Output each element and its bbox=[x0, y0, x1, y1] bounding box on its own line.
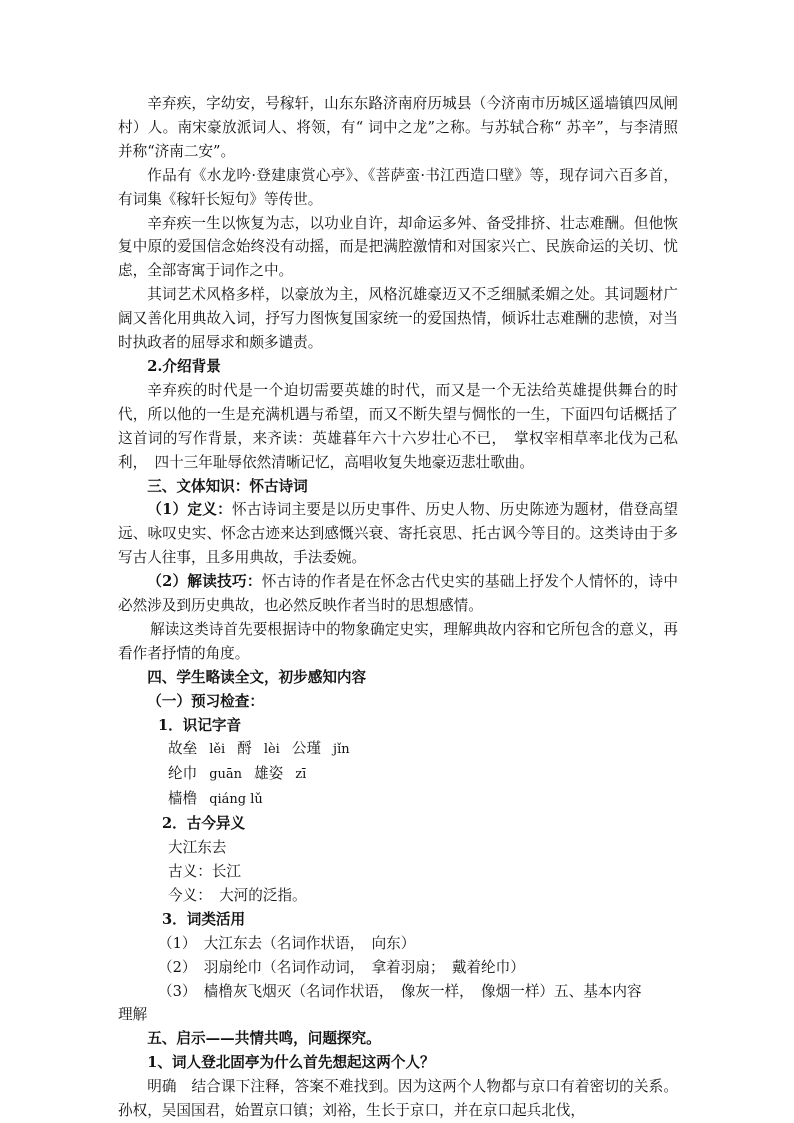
word-use-3: （3） 樯橹灰飞烟灭（名词作状语， 像灰一样， 像烟一样）五、基本内容 bbox=[158, 982, 642, 1000]
definition-paragraph bbox=[118, 498, 678, 570]
word-use-2: （2） 羽扇纶巾（名词作动词， 拿着羽扇； 戴着纶巾） bbox=[158, 958, 525, 976]
item-2-heading: 2．古今异义 bbox=[162, 815, 246, 833]
section5-heading: 五、启示——共情共鸣，问题探究。 bbox=[147, 1030, 381, 1048]
word: 樯橹 bbox=[168, 790, 198, 808]
question-1: 1、词人登北固亭为什么首先想起这两个人？ bbox=[147, 1054, 435, 1072]
pronunciation-row-1 bbox=[118, 737, 678, 762]
item-3-heading: 3．词类活用 bbox=[162, 910, 246, 928]
definition-label: （1）定义： bbox=[147, 501, 233, 519]
pronunciation-row-3 bbox=[118, 787, 678, 812]
pinyin: guān bbox=[209, 767, 243, 783]
pinyin: lěi bbox=[209, 742, 226, 758]
pinyin: lèi bbox=[263, 742, 280, 758]
answer-label: 明确 bbox=[147, 1078, 177, 1096]
word: 公瑾 bbox=[291, 740, 322, 758]
section4-sub: （一）预习检查： bbox=[147, 692, 264, 710]
intro-paragraph-4: 其词艺术风格多样，以豪放为主，风格沉雄豪迈又不乏细腻柔媚之处。其词题材广阔又善化用典故入词，抒写力图恢复国家统一的爱国热情，倾诉壮志难酬的悲愤，对当时执政者的屈辱求和颇多谴责。 bbox=[118, 286, 678, 352]
pinyin: jǐn bbox=[333, 742, 350, 758]
section3-heading: 三、文体知识：怀古诗词 bbox=[147, 477, 308, 495]
tip-paragraph-2: 解读这类诗首先要根据诗中的物象确定史实，理解典故内容和它所包含的意义，再看作者抒情的角度。 bbox=[118, 620, 678, 662]
pronunciation-row-2 bbox=[118, 762, 678, 787]
intro-paragraph-2: 作品有《水龙吟·登建康赏心亭》、《菩萨蛮·书江西造口壁》等，现存词六百多首，有词集《稼轩长短句》等传世。 bbox=[118, 166, 678, 208]
answer-text: 结合课下注释，答案不难找到。因为这两个人物都与京口有着密切的关系。孙权，吴国国君，始置京口镇；刘裕，生长于京口，并在京口起兵北伐， bbox=[118, 1078, 678, 1120]
background-heading: 2.介绍背景 bbox=[147, 357, 221, 375]
tip-paragraph bbox=[118, 570, 678, 618]
archaic-old-meaning: 古义：长江 bbox=[168, 863, 241, 880]
definition-text: 怀古诗词主要是以历史事件、历史人物、历史陈迹为题材，借登高望远、咏叹史实、怀念古迹来达到感慨兴衰、寄托哀思、托古讽今等目的。这类诗由于多写古人往事，且多用典故，手法委婉。 bbox=[118, 501, 679, 567]
item-1-heading: 1．识记字音 bbox=[158, 716, 242, 734]
word: 雄姿 bbox=[254, 765, 284, 783]
pinyin: zī bbox=[295, 767, 307, 783]
tip-text: 怀古诗的作者是在怀念古代史实的基础上抒发个人情怀的，诗中必然涉及到历史典故，也必然反映作者当时的思想感情。 bbox=[118, 573, 678, 615]
document-page bbox=[118, 92, 678, 1123]
word: 纶巾 bbox=[168, 765, 198, 783]
intro-paragraph-3: 辛弃疾一生以恢复为志，以功业自许，却命运多舛、备受排挤、壮志难酬。但他恢复中原的爱国信念始终没有动摇，而是把满腔激情和对国家兴亡、民族命运的关切、忧虑，全部寄寓于词作之中。 bbox=[118, 214, 678, 280]
section4-heading: 四、学生略读全文，初步感知内容 bbox=[147, 668, 367, 686]
word: 酹 bbox=[237, 740, 252, 758]
intro-paragraph-1: 辛弃疾，字幼安，号稼轩，山东东路济南府历城县（今济南市历城区遥墙镇四凤闸村）人。南宋豪放派词人、将领，有“ 词中之龙”之称。与苏轼合称“ 苏辛”，与李清照并称“济南二安”。 bbox=[118, 95, 678, 160]
word-use-tail: 理解 bbox=[118, 1006, 148, 1024]
word: 故垒 bbox=[168, 740, 198, 758]
archaic-word: 大江东去 bbox=[168, 839, 227, 857]
word-use-1: （1） 大江东去（名词作状语， 向东） bbox=[158, 934, 416, 952]
archaic-new-meaning: 今义： 大河的泛指。 bbox=[168, 886, 307, 904]
answer-paragraph bbox=[118, 1075, 678, 1123]
tip-label: （2）解读技巧： bbox=[147, 573, 262, 591]
background-text: 辛弃疾的时代是一个迫切需要英雄的时代，而又是一个无法给英雄提供舞台的时代，所以他的一生是充满机遇与希望，而又不断失望与惆怅的一生，下面四句话概括了这首词的写作背景，来齐读：英雄暮年六十六岁壮心不已， 掌权宰相草率北伐为己私利， 四十三年耻辱依然清晰记忆，高唱收复失地豪迈悲壮歌曲。 bbox=[118, 381, 678, 471]
pinyin: qiáng lǔ bbox=[209, 792, 263, 808]
